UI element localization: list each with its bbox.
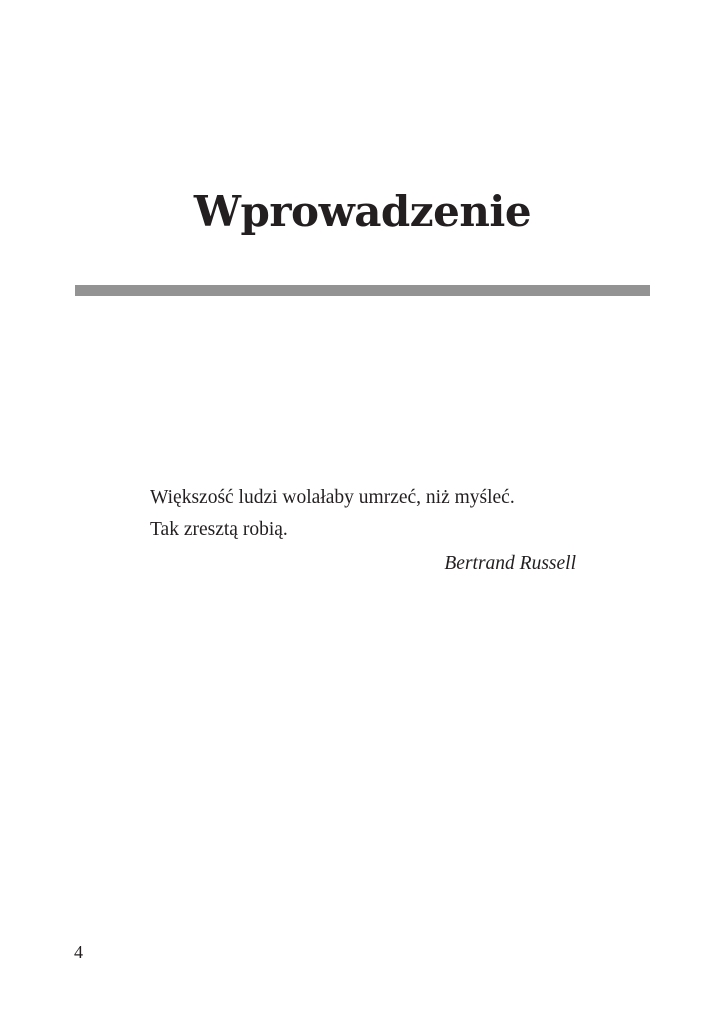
epigraph-line: Tak zresztą robią. (150, 519, 288, 540)
chapter-title: Wprowadzenie (193, 187, 532, 236)
epigraph-line: Większość ludzi wolałaby umrzeć, niż myśleć. (150, 487, 515, 508)
epigraph-author: Bertrand Russell (444, 553, 576, 574)
title-divider (75, 285, 650, 296)
page-number: 4 (74, 942, 83, 962)
epigraph (150, 482, 576, 576)
